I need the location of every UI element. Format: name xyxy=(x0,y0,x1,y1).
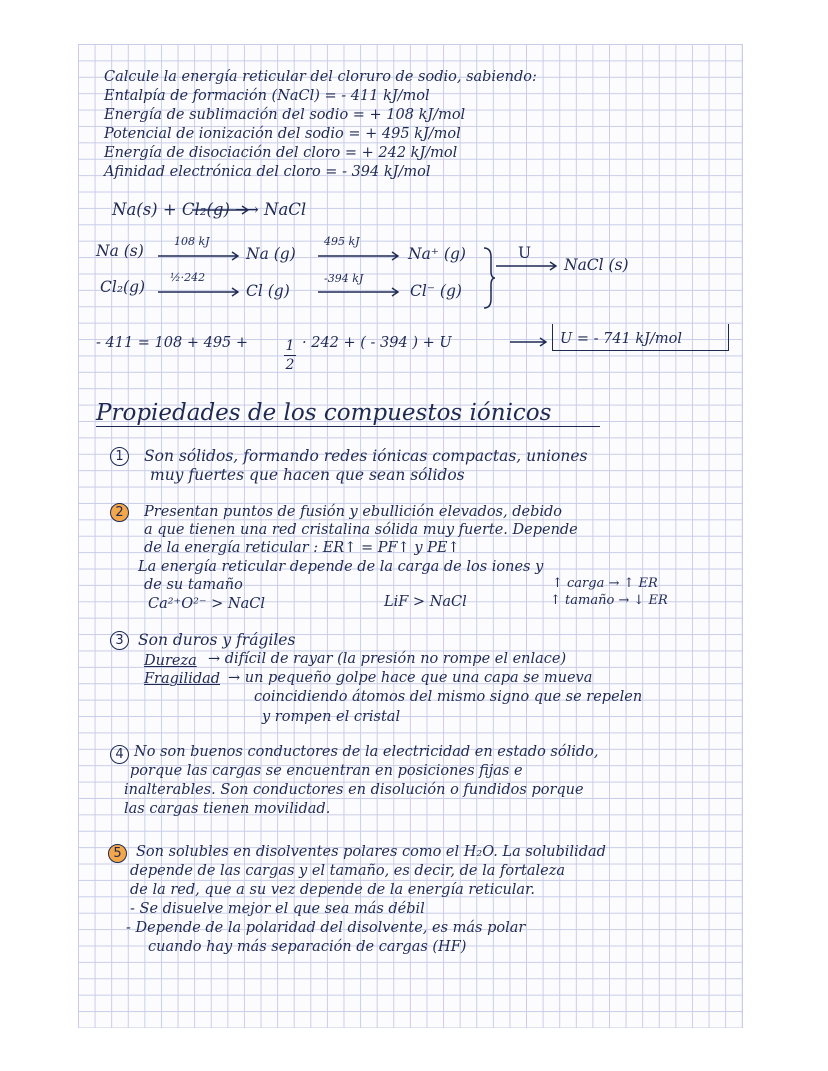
item-3-dureza-label: Dureza xyxy=(144,653,197,669)
cycle-ionization-label: 495 kJ xyxy=(324,235,360,248)
cycle-sublimation-label: 108 kJ xyxy=(174,235,210,248)
item-3-fragilidad-label: Fragilidad xyxy=(144,671,221,687)
cycle-cl-ion: Cl⁻ (g) xyxy=(410,282,462,300)
item-4-line-3: inalterables. Son conductores en disolución o fundidos porque xyxy=(124,782,584,798)
item-5-number: 5 xyxy=(108,844,127,863)
item-1-line-2: muy fuertes que hacen que sean sólidos xyxy=(150,466,465,484)
problem-line-5: Energía de disociación del cloro = + 242 kJ/mol xyxy=(104,145,458,161)
item-5-line-4: - Se disuelve mejor el que sea más débil xyxy=(130,901,425,917)
problem-line-1: Calcule la energía reticular del cloruro de sodio, sabiendo: xyxy=(104,69,537,85)
fraction-bar xyxy=(284,355,296,356)
item-4-line-2: porque las cargas se encuentran en posiciones fijas e xyxy=(130,763,523,779)
item-4-number: 4 xyxy=(110,745,129,764)
formation-reaction: Na(s) + Cl₂(g) ⟶ NaCl xyxy=(112,200,307,219)
cycle-arrows xyxy=(78,44,742,344)
item-4-line-4: las cargas tienen movilidad. xyxy=(124,801,331,817)
item-2-line-2: a que tienen una red cristalina sólida muy fuerte. Depende xyxy=(144,522,578,538)
item-5-line-2: depende de las cargas y el tamaño, es decir, de la fortaleza xyxy=(130,863,565,879)
notebook-page xyxy=(78,44,743,1028)
cycle-na-solid: Na (s) xyxy=(96,242,144,260)
item-3-line-4: y rompen el cristal xyxy=(262,709,401,725)
cycle-cl-gas: Cl (g) xyxy=(246,282,290,300)
item-5-line-1: Son solubles en disolventes polares como el H₂O. La solubilidad xyxy=(136,844,606,860)
equation-right: · 242 + ( - 394 ) + U xyxy=(302,335,452,351)
item-5-line-3: de la red, que a su vez depende de la energía reticular. xyxy=(130,882,536,898)
lattice-energy-result: U = - 741 kJ/mol xyxy=(560,331,682,347)
problem-line-3: Energía de sublimación del sodio = + 108 kJ/mol xyxy=(104,107,466,123)
cycle-dissociation-label: ½·242 xyxy=(170,271,206,284)
item-5-line-5: - Depende de la polaridad del disolvente, es más polar xyxy=(126,920,526,936)
item-3-number: 3 xyxy=(110,631,129,650)
item-3-dureza-text: → difícil de rayar (la presión no rompe el enlace) xyxy=(208,651,567,667)
problem-line-4: Potencial de ionización del sodio = + 495 kJ/mol xyxy=(104,126,461,142)
item-2-line-5: de su tamaño xyxy=(144,577,243,593)
item-4-line-1: No son buenos conductores de la electricidad en estado sólido, xyxy=(134,744,599,760)
half-fraction xyxy=(284,338,296,373)
item-2-line-3: de la energía reticular : ER↑ = PF↑ y PE↑ xyxy=(144,540,460,556)
item-2-tamano-rule: ↑ tamaño → ↓ ER xyxy=(550,593,668,608)
section-title-underline xyxy=(96,426,600,427)
item-2-carga-rule: ↑ carga → ↑ ER xyxy=(552,576,658,591)
item-2-number: 2 xyxy=(110,503,129,522)
item-5-line-6: cuando hay más separación de cargas (HF) xyxy=(148,939,467,955)
item-1-number: 1 xyxy=(110,447,129,466)
item-2-example-cao: Ca²⁺O²⁻ > NaCl xyxy=(148,596,265,612)
fraction-denominator: 2 xyxy=(285,357,295,373)
item-3-line-3: coincidiendo átomos del mismo signo que se repelen xyxy=(254,689,643,705)
item-2-line-4: La energía reticular depende de la carga de los iones y xyxy=(138,559,544,575)
item-3-fragilidad-text: → un pequeño golpe hace que una capa se mueva xyxy=(228,670,593,686)
cycle-cl2-gas: Cl₂(g) xyxy=(100,278,146,296)
item-1-line-1: Son sólidos, formando redes iónicas compactas, uniones xyxy=(144,447,588,465)
cycle-na-ion: Na⁺ (g) xyxy=(408,245,466,263)
cycle-product: NaCl (s) xyxy=(564,256,629,274)
equation-left: - 411 = 108 + 495 + xyxy=(96,335,249,351)
fraction-numerator: 1 xyxy=(285,338,295,354)
cycle-na-gas: Na (g) xyxy=(246,245,296,263)
item-3-heading: Son duros y frágiles xyxy=(138,631,296,649)
item-2-line-1: Presentan puntos de fusión y ebullición elevados, debido xyxy=(144,504,563,520)
problem-line-2: Entalpía de formación (NaCl) = - 411 kJ/mol xyxy=(104,88,430,104)
problem-line-6: Afinidad electrónica del cloro = - 394 kJ/mol xyxy=(104,164,431,180)
section-title: Propiedades de los compuestos iónicos xyxy=(96,400,552,426)
cycle-affinity-label: -394 kJ xyxy=(324,272,364,285)
item-2-example-lif: LiF > NaCl xyxy=(384,594,467,610)
lattice-energy-symbol: U xyxy=(518,244,532,262)
